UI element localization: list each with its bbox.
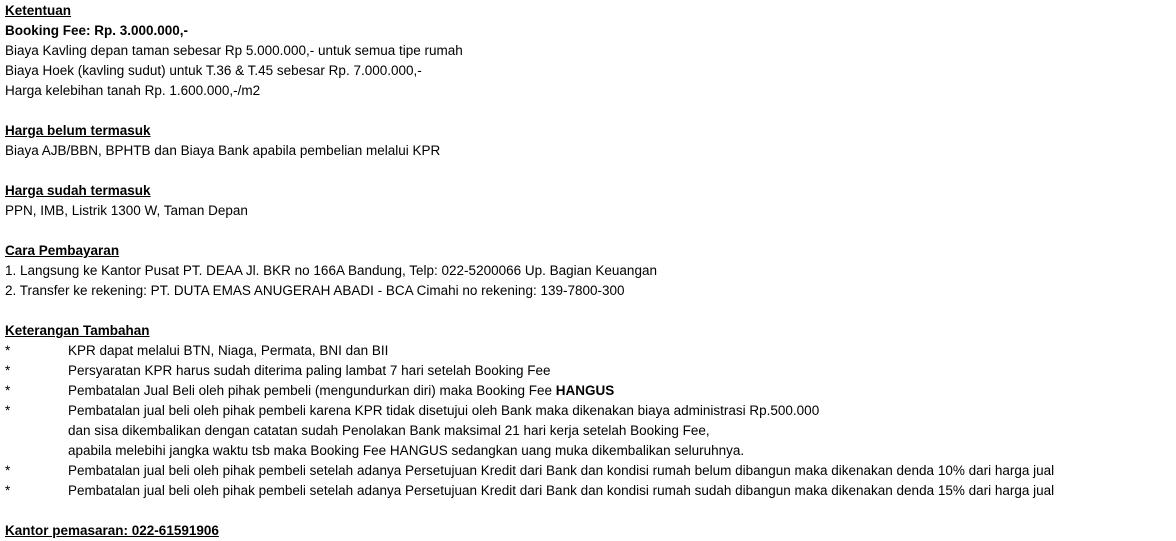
keterangan-bullet-4 xyxy=(5,401,1176,421)
biaya-kavling-line: Biaya Kavling depan taman sebesar Rp 5.000.000,- untuk semua tipe rumah xyxy=(5,43,463,58)
bullet-text: Pembatalan jual beli oleh pihak pembeli setelah adanya Persetujuan Kredit dari Bank dan kondisi rumah belum dibangun maka dikenakan denda 10% dari harga jual xyxy=(68,463,1055,478)
booking-fee-line: Booking Fee: Rp. 3.000.000,- xyxy=(5,23,189,38)
harga-kelebihan-line: Harga kelebihan tanah Rp. 1.600.000,-/m2 xyxy=(5,83,261,98)
keterangan-bullet-4-continuation-2: apabila melebihi jangka waktu tsb maka Booking Fee HANGUS sedangkan uang muka dikembalikan seluruhnya. xyxy=(68,443,745,458)
section-heading-keterangan-tambahan: Keterangan Tambahan xyxy=(5,323,150,338)
biaya-hoek-line: Biaya Hoek (kavling sudut) untuk T.36 & T.45 sebesar Rp. 7.000.000,- xyxy=(5,63,422,78)
section-heading-harga-belum-termasuk: Harga belum termasuk xyxy=(5,123,151,138)
bullet-asterisk: * xyxy=(5,463,11,478)
section-heading-harga-sudah-termasuk: Harga sudah termasuk xyxy=(5,183,151,198)
bullet-text xyxy=(68,381,614,401)
cara-pembayaran-item-2: 2. Transfer ke rekening: PT. DUTA EMAS ANUGERAH ABADI - BCA Cimahi no rekening: 139-7800-300 xyxy=(5,283,625,298)
bullet-asterisk: * xyxy=(5,383,11,398)
section-heading-ketentuan: Ketentuan xyxy=(5,3,72,18)
kantor-pemasaran-line: Kantor pemasaran: 022-61591906 xyxy=(5,523,219,538)
bullet-asterisk: * xyxy=(5,343,11,358)
bullet-text: Pembatalan jual beli oleh pihak pembeli setelah adanya Persetujuan Kredit dari Bank dan kondisi rumah sudah dibangun maka dikenakan denda 15% dari harga jual xyxy=(68,483,1055,498)
blank-line xyxy=(5,501,1176,521)
keterangan-bullet-5 xyxy=(5,461,1176,481)
keterangan-bullet-2 xyxy=(5,361,1176,381)
keterangan-bullet-3 xyxy=(5,381,1176,401)
bullet-asterisk: * xyxy=(5,403,11,418)
bullet-text-hangus-bold: HANGUS xyxy=(555,383,615,398)
bullet-text-normal: Pembatalan Jual Beli oleh pihak pembeli (mengundurkan diri) maka Booking Fee xyxy=(68,383,556,398)
blank-line xyxy=(5,221,1176,241)
blank-line xyxy=(5,101,1176,121)
blank-line xyxy=(5,301,1176,321)
bullet-asterisk: * xyxy=(5,483,11,498)
section-heading-cara-pembayaran: Cara Pembayaran xyxy=(5,243,120,258)
bullet-asterisk: * xyxy=(5,363,11,378)
keterangan-bullet-4-continuation-1: dan sisa dikembalikan dengan catatan sudah Penolakan Bank maksimal 21 hari kerja setelah Booking Fee, xyxy=(68,423,710,438)
bullet-text: Persyaratan KPR harus sudah diterima paling lambat 7 hari setelah Booking Fee xyxy=(68,363,551,378)
keterangan-bullet-1 xyxy=(5,341,1176,361)
bullet-text: Pembatalan jual beli oleh pihak pembeli karena KPR tidak disetujui oleh Bank maka dikenakan biaya administrasi Rp.500.000 xyxy=(68,403,820,418)
bullet-text: KPR dapat melalui BTN, Niaga, Permata, BNI dan BII xyxy=(68,343,389,358)
cara-pembayaran-item-1: 1. Langsung ke Kantor Pusat PT. DEAA Jl. BKR no 166A Bandung, Telp: 022-5200066 Up. Bagian Keuangan xyxy=(5,263,657,278)
harga-belum-termasuk-line: Biaya AJB/BBN, BPHTB dan Biaya Bank apabila pembelian melalui KPR xyxy=(5,143,441,158)
harga-sudah-termasuk-line: PPN, IMB, Listrik 1300 W, Taman Depan xyxy=(5,203,248,218)
keterangan-bullet-6 xyxy=(5,481,1176,501)
blank-line xyxy=(5,161,1176,181)
